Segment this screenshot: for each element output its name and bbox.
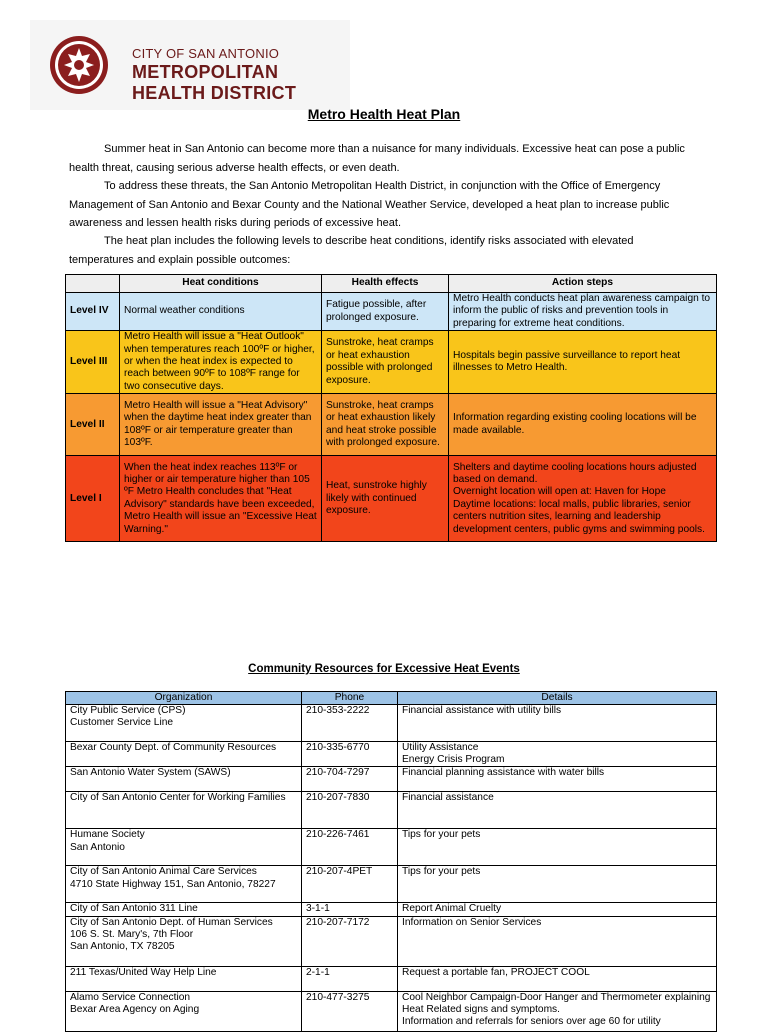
phone-cell: 210-207-7830 <box>302 792 398 829</box>
table-row <box>66 991 717 1031</box>
organization-cell: Bexar County Dept. of Community Resources <box>66 742 302 767</box>
action-steps-cell: Hospitals begin passive surveillance to report heat illnesses to Metro Health. <box>449 331 717 394</box>
intro-paragraph-2: To address these threats, the San Antonio Metropolitan Health District, in conjunction with the Office of Emergency Management of San Antonio and Bexar County and the National Weather Service, developed a heat plan to increase public awareness and lessen health risks during periods of excessive heat. <box>69 180 670 229</box>
table-row <box>66 916 717 966</box>
details-cell: Cool Neighbor Campaign-Door Hanger and Thermometer explaining Heat Related signs and symptoms. Information and referrals for seniors over age 60 for utility <box>398 991 717 1031</box>
organization-cell: City Public Service (CPS) Customer Service Line <box>66 705 302 742</box>
table-row <box>66 966 717 991</box>
level-label: Level III <box>66 331 120 394</box>
organization-cell: City of San Antonio 311 Line <box>66 903 302 916</box>
table-row <box>66 456 717 542</box>
intro-paragraph-3: The heat plan includes the following levels to describe heat conditions, identify risks associated with elevated temperatures and explain possible outcomes: <box>69 235 634 266</box>
table-row <box>66 903 717 916</box>
table-header-cell: Phone <box>302 692 398 705</box>
details-cell: Tips for your pets <box>398 866 717 903</box>
intro-paragraph-1: Summer heat in San Antonio can become more than a nuisance for many individuals. Excessive heat can pose a public health threat, causing serious adverse health effects, or even death. <box>69 143 685 174</box>
phone-cell: 210-207-7172 <box>302 916 398 966</box>
phone-cell: 210-207-4PET <box>302 866 398 903</box>
logo-city-name: CITY OF SAN ANTONIO <box>132 46 280 61</box>
heat-conditions-cell: Metro Health will issue a "Heat Outlook" when temperatures reach 100ºF or higher, or when the heat index is expected to reach between 90ºF to 108ºF range for two consecutive days. <box>120 331 322 394</box>
action-steps-cell: Metro Health conducts heat plan awareness campaign to inform the public of risks and prevention tools in preparing for extreme heat conditions. <box>449 293 717 331</box>
details-cell: Report Animal Cruelty <box>398 903 717 916</box>
phone-cell: 2-1-1 <box>302 966 398 991</box>
heat-conditions-cell: Metro Health will issue a "Heat Advisory" when the daytime heat index greater than 108ºF or air temperature greater than 103ºF. <box>120 394 322 456</box>
table-header-row <box>66 275 717 293</box>
phone-cell: 210-704-7297 <box>302 767 398 792</box>
organization-cell: City of San Antonio Dept. of Human Services 106 S. St. Mary's, 7th Floor San Antonio, TX 78205 <box>66 916 302 966</box>
table-header-cell <box>66 275 120 293</box>
phone-cell: 210-335-6770 <box>302 742 398 767</box>
action-steps-cell: Information regarding existing cooling locations will be made available. <box>449 394 717 456</box>
table-header-cell: Details <box>398 692 717 705</box>
page-title: Metro Health Heat Plan <box>307 106 461 122</box>
table-header-row <box>66 692 717 705</box>
city-seal-icon <box>48 34 110 96</box>
details-cell: Request a portable fan, PROJECT COOL <box>398 966 717 991</box>
details-cell: Financial assistance with utility bills <box>398 705 717 742</box>
table-header-cell: Action steps <box>449 275 717 293</box>
resources-title: Community Resources for Excessive Heat Events <box>248 663 520 675</box>
details-cell: Financial assistance <box>398 792 717 829</box>
table-row <box>66 331 717 394</box>
phone-cell: 3-1-1 <box>302 903 398 916</box>
organization-cell: City of San Antonio Animal Care Services 4710 State Highway 151, San Antonio, 78227 <box>66 866 302 903</box>
heat-conditions-cell: When the heat index reaches 113ºF or higher or air temperature higher than 105 ºF Metro Health concludes that "Heat Advisory" standards have been exceeded, Metro Health will issue an "Excessive Heat Warning." <box>120 456 322 542</box>
organization-cell: 211 Texas/United Way Help Line <box>66 966 302 991</box>
heat-levels-table <box>65 274 717 542</box>
table-row <box>66 293 717 331</box>
organization-cell: Alamo Service Connection Bexar Area Agency on Aging <box>66 991 302 1031</box>
level-label: Level II <box>66 394 120 456</box>
table-row <box>66 705 717 742</box>
logo-district-name: METROPOLITAN HEALTH DISTRICT <box>132 62 297 103</box>
phone-cell: 210-477-3275 <box>302 991 398 1031</box>
table-header-cell: Organization <box>66 692 302 705</box>
table-header-cell: Heat conditions <box>120 275 322 293</box>
table-row <box>66 394 717 456</box>
table-row <box>66 792 717 829</box>
health-effects-cell: Sunstroke, heat cramps or heat exhaustion likely and heat stroke possible with prolonged exposure. <box>322 394 449 456</box>
table-row <box>66 866 717 903</box>
table-row <box>66 829 717 866</box>
logo <box>30 20 350 110</box>
details-cell: Financial planning assistance with water bills <box>398 767 717 792</box>
phone-cell: 210-226-7461 <box>302 829 398 866</box>
organization-cell: San Antonio Water System (SAWS) <box>66 767 302 792</box>
health-effects-cell: Sunstroke, heat cramps or heat exhaustion possible with prolonged exposure. <box>322 331 449 394</box>
health-effects-cell: Fatigue possible, after prolonged exposure. <box>322 293 449 331</box>
health-effects-cell: Heat, sunstroke highly likely with continued exposure. <box>322 456 449 542</box>
community-resources-table <box>65 691 717 1032</box>
organization-cell: Humane Society San Antonio <box>66 829 302 866</box>
table-header-cell: Health effects <box>322 275 449 293</box>
table-row <box>66 767 717 792</box>
organization-cell: City of San Antonio Center for Working Families <box>66 792 302 829</box>
details-cell: Tips for your pets <box>398 829 717 866</box>
table-row <box>66 742 717 767</box>
details-cell: Information on Senior Services <box>398 916 717 966</box>
action-steps-cell: Shelters and daytime cooling locations hours adjusted based on demand. Overnight location will open at: Haven for Hope Daytime locations: local malls, public libraries, senior centers nutrition sites, learning and leadership development centers, public gyms and swimming pools. <box>449 456 717 542</box>
heat-conditions-cell: Normal weather conditions <box>120 293 322 331</box>
level-label: Level I <box>66 456 120 542</box>
level-label: Level IV <box>66 293 120 331</box>
details-cell: Utility Assistance Energy Crisis Program <box>398 742 717 767</box>
phone-cell: 210-353-2222 <box>302 705 398 742</box>
